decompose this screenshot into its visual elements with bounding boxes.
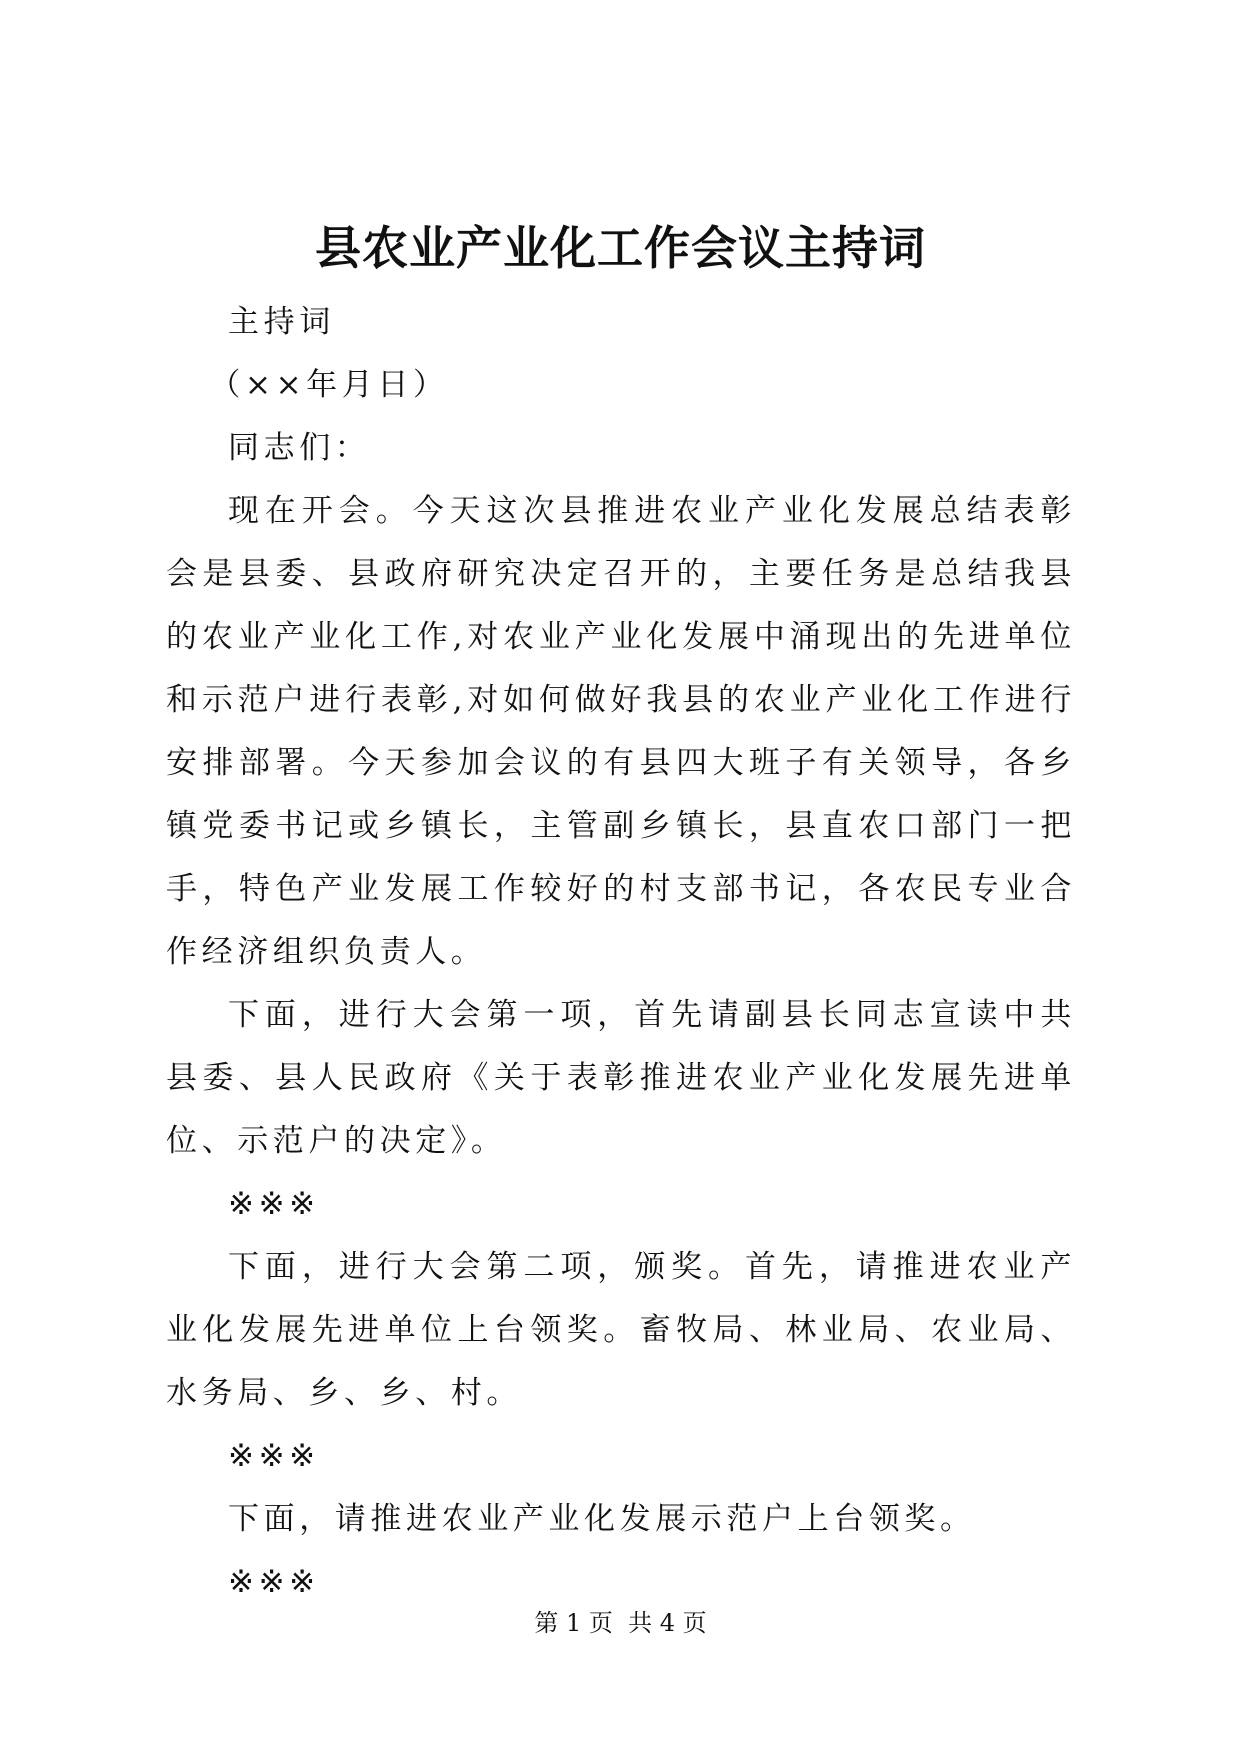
paragraph-heading: 主持词: [228, 304, 335, 340]
paragraph-model-households: 下面，请推进农业产业化发展示范户上台领奖。: [228, 1501, 976, 1537]
paragraph-date: （××年月日）: [209, 367, 449, 403]
document-body: [166, 291, 1076, 1614]
paragraph-separator: ※※※: [228, 1438, 320, 1474]
page-number-label: 第 1 页 共 4 页: [534, 1609, 707, 1637]
paragraph-item-one: 下面，进行大会第一项，首先请副县长同志宣读中共县委、县人民政府《关于表彰推进农业产业化发展先进单位、示范户的决定》。: [166, 997, 1076, 1159]
document-title: 县农业产业化工作会议主持词: [315, 221, 926, 275]
page-footer: [0, 1605, 1241, 1641]
paragraph-separator: ※※※: [228, 1564, 320, 1600]
paragraph-salutation: 同志们：: [228, 430, 371, 466]
paragraph-item-two: 下面，进行大会第二项，颁奖。首先，请推进农业产业化发展先进单位上台领奖。畜牧局、林业局、农业局、水务局、乡、乡、村。: [166, 1249, 1076, 1411]
paragraph-separator: ※※※: [228, 1186, 320, 1222]
paragraph-opening: 现在开会。今天这次县推进农业产业化发展总结表彰会是县委、县政府研究决定召开的，主要任务是总结我县的农业产业化工作,对农业产业化发展中涌现出的先进单位和示范户进行表彰,对如何做好我县的农业产业化工作进行安排部署。今天参加会议的有县四大班子有关领导，各乡镇党委书记或乡镇长，主管副乡镇长，县直农口部门一把手，特色产业发展工作较好的村支部书记，各农民专业合作经济组织负责人。: [166, 493, 1076, 970]
